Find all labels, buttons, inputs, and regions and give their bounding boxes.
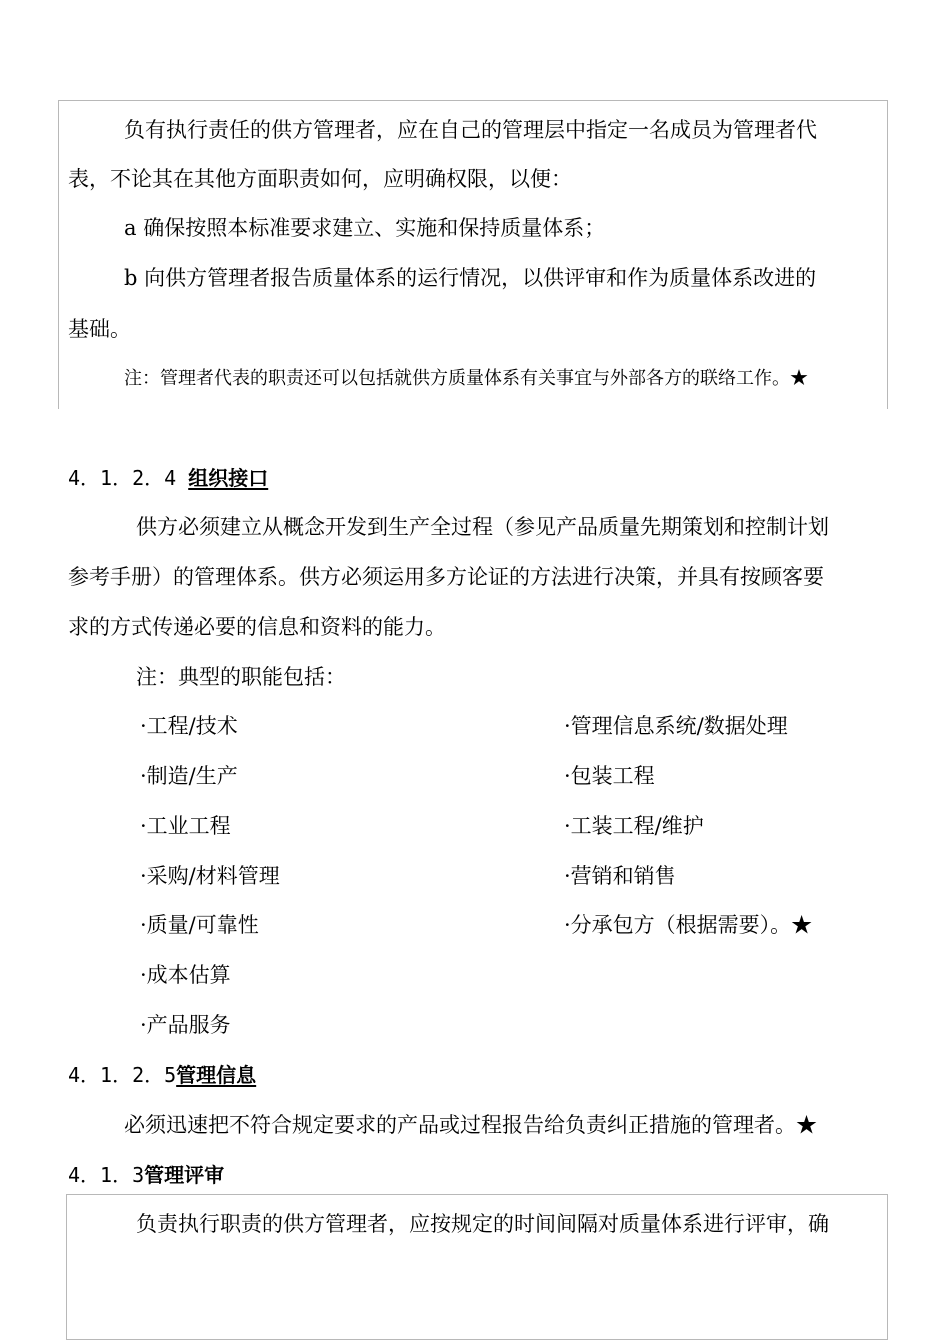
note-text: 注：典型的职能包括： — [136, 665, 346, 689]
list-item: ·管理信息系统/数据处理 — [564, 714, 788, 738]
list-item: ·产品服务 — [140, 1013, 231, 1037]
paragraph-line: 供方必须建立从概念开发到生产全过程（参见产品质量先期策划和控制计划 — [136, 515, 829, 539]
list-item-a: a 确保按照本标准要求建立、实施和保持质量体系； — [124, 216, 606, 240]
requirement-box-management-representative — [58, 100, 888, 409]
list-item: ·营销和销售 — [564, 864, 676, 888]
paragraph-line: 必须迅速把不符合规定要求的产品或过程报告给负责纠正措施的管理者。★ — [124, 1113, 817, 1137]
list-item: ·质量/可靠性 — [140, 913, 259, 937]
section-number: 4．1．2．4 — [68, 466, 189, 490]
paragraph-line: 表，不论其在其他方面职责如何，应明确权限，以便： — [68, 167, 572, 191]
list-item: ·工装工程/维护 — [564, 814, 704, 838]
paragraph-line: 负责执行职责的供方管理者，应按规定的时间间隔对质量体系进行评审，确 — [136, 1212, 829, 1236]
list-item: ·制造/生产 — [140, 764, 238, 788]
list-item: ·包装工程 — [564, 764, 655, 788]
section-heading-4125 — [68, 1059, 256, 1088]
paragraph-line: 求的方式传递必要的信息和资料的能力。 — [68, 615, 446, 639]
list-item-b-continued: 基础。 — [68, 317, 131, 341]
section-title: 组织接口 — [188, 466, 269, 490]
list-item: ·工程/技术 — [140, 714, 238, 738]
list-item-b: b 向供方管理者报告质量体系的运行情况，以供评审和作为质量体系改进的 — [124, 266, 817, 290]
section-heading-413 — [68, 1159, 224, 1188]
section-number: 4．1．3 — [68, 1163, 145, 1187]
list-item: ·分承包方（根据需要）。★ — [564, 913, 813, 937]
section-number: 4．1．2．5 — [68, 1063, 177, 1087]
paragraph-line: 参考手册）的管理体系。供方必须运用多方论证的方法进行决策，并具有按顾客要 — [68, 565, 824, 589]
list-item: ·成本估算 — [140, 963, 231, 987]
list-item: ·工业工程 — [140, 814, 231, 838]
note-text: 注：管理者代表的职责还可以包括就供方质量体系有关事宜与外部各方的联络工作。★ — [124, 368, 808, 389]
section-title: 管理信息 — [176, 1063, 257, 1087]
paragraph-line: 负有执行责任的供方管理者，应在自己的管理层中指定一名成员为管理者代 — [124, 118, 817, 142]
list-item: ·采购/材料管理 — [140, 864, 280, 888]
section-heading-4124 — [68, 462, 268, 491]
section-title: 管理评审 — [144, 1163, 225, 1187]
